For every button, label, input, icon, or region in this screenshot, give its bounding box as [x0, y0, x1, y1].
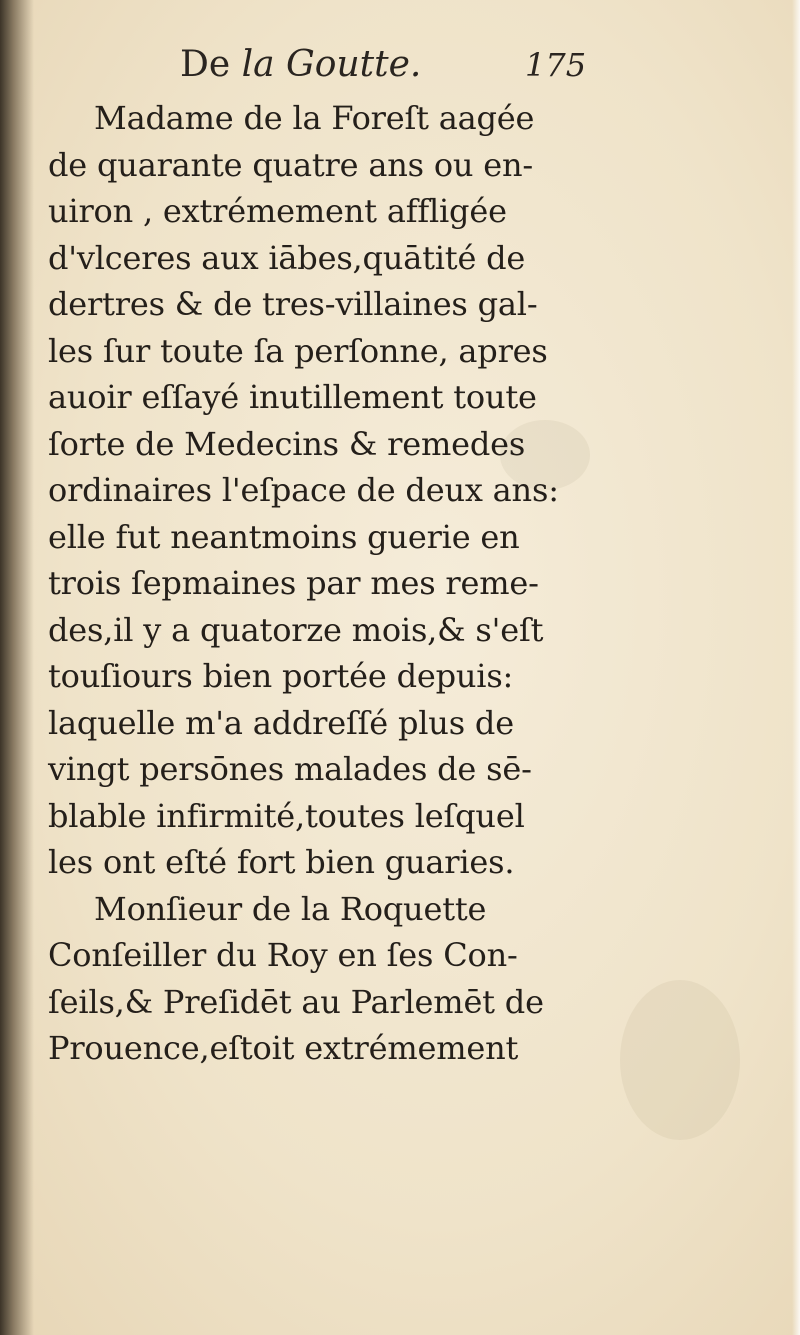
- running-title-italic: la Goutte.: [241, 44, 422, 85]
- text-line: dertres & de tres-villaines gal-: [48, 285, 538, 323]
- text-line: touſiours bien portée depuis:: [48, 657, 514, 695]
- text-line: de quarante quatre ans ou en-: [48, 145, 534, 184]
- page-edge: [792, 0, 800, 1335]
- text-line: elle fut neantmoins guerie en: [48, 517, 520, 556]
- text-line: les ſur toute ſa perſonne, apres: [48, 331, 548, 370]
- text-line: uiron , extrémement affligée: [48, 192, 507, 230]
- page-number: 175: [525, 46, 587, 84]
- text-line: ſorte de Medecins & remedes: [48, 424, 526, 463]
- running-title: [180, 40, 421, 90]
- text-line: des,il y a quatorze mois,& s'eſt: [48, 610, 544, 649]
- text-line: Madame de la Foreſt aagée: [94, 99, 535, 137]
- running-title-prefix: De: [180, 44, 242, 85]
- paper-stain: [620, 980, 740, 1140]
- text-line: d'vlceres aux iābes,quātité de: [48, 238, 526, 277]
- text-line: Monſieur de la Roquette: [94, 889, 487, 928]
- text-line: ordinaires l'eſpace de deux ans:: [48, 471, 559, 509]
- text-line: Conſeiller du Roy en ſes Con-: [48, 936, 518, 974]
- text-line: les ont eſté fort bien guaries.: [48, 843, 515, 881]
- text-line: Prouence,eſtoit extrémement: [48, 1029, 519, 1067]
- text-line: ſeils,& Preſidēt au Parlemēt de: [48, 982, 544, 1021]
- body-text: [48, 95, 608, 1072]
- running-head: [180, 40, 600, 90]
- text-line: trois ſepmaines par mes reme-: [48, 564, 539, 602]
- text-line: blable infirmité,toutes leſquel: [48, 796, 525, 835]
- text-line: laquelle m'a addreſſé plus de: [48, 703, 514, 742]
- spine-shadow: [0, 0, 34, 1335]
- text-line: auoir eſſayé inutillement toute: [48, 378, 537, 416]
- text-line: vingt persōnes malades de sē-: [48, 750, 532, 788]
